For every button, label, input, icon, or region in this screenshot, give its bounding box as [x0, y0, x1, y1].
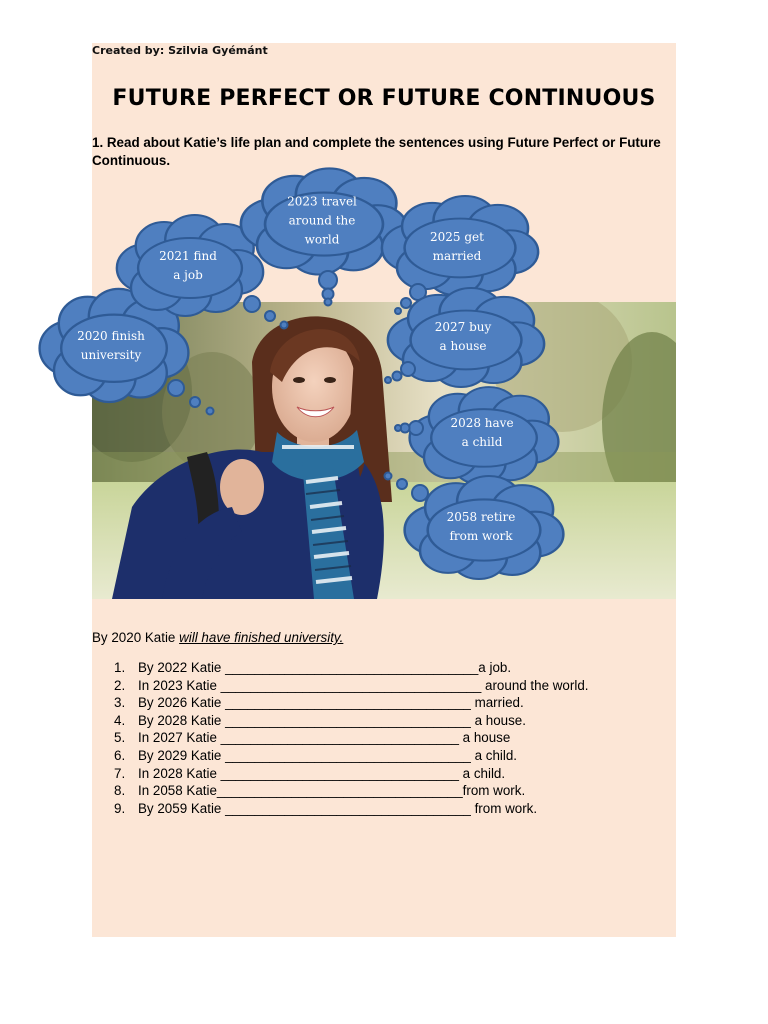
- exercise-item[interactable]: [114, 765, 588, 783]
- exercise-text: By 2029 Katie _________________________________ a child.: [138, 747, 518, 763]
- exercise-item[interactable]: [114, 694, 588, 712]
- exercise-number: 8.: [114, 783, 126, 799]
- author-credit: Created by: Szilvia Gyémánt: [92, 44, 268, 57]
- exercise-text: By 2022 Katie __________________________________a job.: [138, 660, 512, 675]
- bubble-text-2028: 2028 have a child: [450, 416, 514, 449]
- page-title: FUTURE PERFECT OR FUTURE CONTINUOUS: [112, 86, 656, 111]
- exercise-text: In 2058 Katie_________________________________from work.: [138, 783, 526, 799]
- exercise-number: 7.: [114, 765, 126, 781]
- exercise-item[interactable]: [114, 782, 588, 800]
- exercise-text: In 2028 Katie ________________________________ a child.: [138, 765, 506, 781]
- exercise-number: 6.: [114, 747, 126, 763]
- bubble-text-2021: 2021 find a job: [159, 249, 217, 282]
- exercise-list: [114, 659, 588, 817]
- exercise-number: 1.: [114, 660, 126, 675]
- bubble-text-2025: 2025 get married: [430, 230, 484, 263]
- exercise-number: 9.: [114, 800, 126, 816]
- bubble-text-2027: 2027 buy a house: [434, 320, 492, 353]
- exercise-number: 3.: [114, 695, 126, 711]
- exercise-text: In 2027 Katie ________________________________ a house: [138, 730, 511, 746]
- exercise-text: By 2026 Katie _________________________________ married.: [138, 695, 524, 711]
- exercise-number: 2.: [114, 677, 126, 693]
- exercise-text: By 2059 Katie _________________________________ from work.: [138, 800, 538, 816]
- instruction-text: 1. Read about Katie’s life plan and complete the sentences using Future Perfect or Future Continuous.: [92, 135, 661, 168]
- bubble-text-2023: 2023 travel around the world: [287, 194, 357, 247]
- example-answer: will have finished university.: [179, 630, 344, 645]
- exercise-text: By 2028 Katie _________________________________ a house.: [138, 712, 526, 728]
- exercise-item[interactable]: [114, 747, 588, 765]
- exercise-item[interactable]: [114, 712, 588, 730]
- exercise-number: 4.: [114, 712, 126, 728]
- bubble-text-2058: 2058 retire from work: [446, 510, 516, 543]
- bubble-text-2020: 2020 finish university: [77, 329, 145, 362]
- exercise-item[interactable]: [114, 659, 588, 677]
- exercise-text: In 2023 Katie ___________________________________ around the world.: [138, 677, 589, 693]
- exercise-number: 5.: [114, 730, 126, 746]
- example-sentence: [92, 630, 343, 645]
- exercise-item[interactable]: [114, 800, 588, 818]
- exercise-item[interactable]: [114, 677, 588, 695]
- exercise-item[interactable]: [114, 729, 588, 747]
- example-prefix: By 2020 Katie: [92, 630, 180, 645]
